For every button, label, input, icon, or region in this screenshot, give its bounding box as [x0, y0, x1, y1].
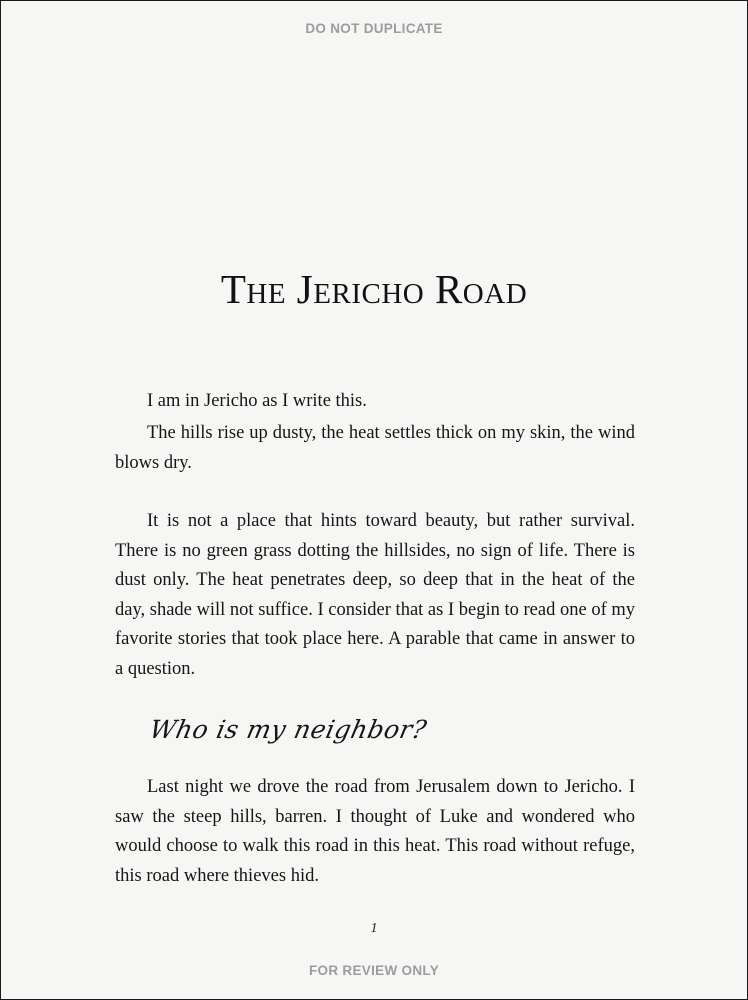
paragraph-4-container — [115, 773, 635, 891]
watermark-top: DO NOT DUPLICATE — [305, 21, 443, 36]
watermark-bottom: FOR REVIEW ONLY — [308, 963, 439, 978]
page-number: 1 — [370, 921, 378, 936]
paragraph-2: The hills rise up dusty, the heat settles thick on my skin, the wind blows dry. — [115, 423, 635, 473]
paragraph-1-container — [115, 387, 635, 417]
paragraph-2-container — [115, 419, 635, 478]
script-quote: Who is my neighbor? — [147, 715, 430, 744]
paragraph-3-container — [115, 507, 635, 684]
paragraph-4: Last night we drove the road from Jerusalem down to Jericho. I saw the steep hills, barren. I thought of Luke and wondered who would choose to walk this road in this heat. This road without refuge, this road where thieves hid. — [115, 777, 635, 886]
paragraph-3: It is not a place that hints toward beauty, but rather survival. There is no green grass dotting the hillsides, no sign of life. There is dust only. The heat penetrates deep, so deep that in the heat of the day, shade will not suffice. I consider that as I begin to read one of my favorite stories that took place here. A parable that came in answer to a question. — [115, 511, 635, 679]
chapter-title: The Jericho Road — [220, 266, 528, 312]
paragraph-1: I am in Jericho as I write this. — [147, 391, 367, 411]
